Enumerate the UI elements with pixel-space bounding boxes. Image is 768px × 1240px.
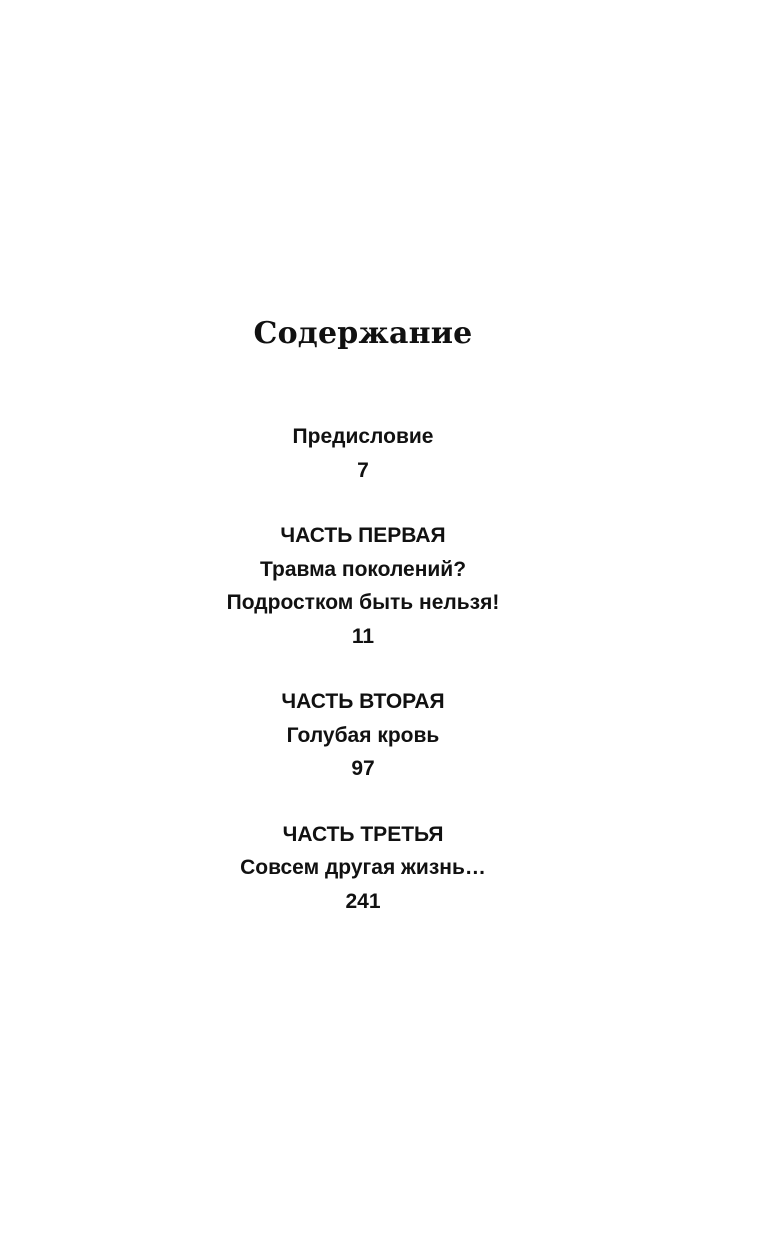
toc-entry-title: Травма поколений?	[259, 557, 467, 581]
toc-entry-page-number: 241	[345, 889, 381, 913]
toc-entry-page-number: 11	[351, 624, 375, 648]
toc-entry-page-number: 97	[351, 757, 375, 780]
toc-entry-part-one[interactable]	[0, 519, 726, 653]
toc-entry-title: Совсем другая жизнь…	[240, 856, 486, 879]
page-title: Содержание	[253, 316, 473, 351]
toc-entry-part-three[interactable]	[0, 818, 726, 919]
toc-entry-title: Предисловие	[292, 425, 434, 448]
table-of-contents	[0, 420, 726, 950]
toc-part-heading: ЧАСТЬ ВТОРАЯ	[281, 690, 445, 713]
toc-part-heading: ЧАСТЬ ТРЕТЬЯ	[282, 822, 444, 846]
toc-entry-part-two[interactable]	[0, 685, 726, 786]
toc-entry-title: Голубая кровь	[286, 723, 440, 747]
toc-entry-preface[interactable]	[0, 420, 726, 487]
toc-part-heading: ЧАСТЬ ПЕРВАЯ	[280, 524, 446, 547]
toc-entry-page-number: 7	[357, 458, 369, 482]
toc-entry-title: Подростком быть нельзя!	[226, 591, 500, 614]
